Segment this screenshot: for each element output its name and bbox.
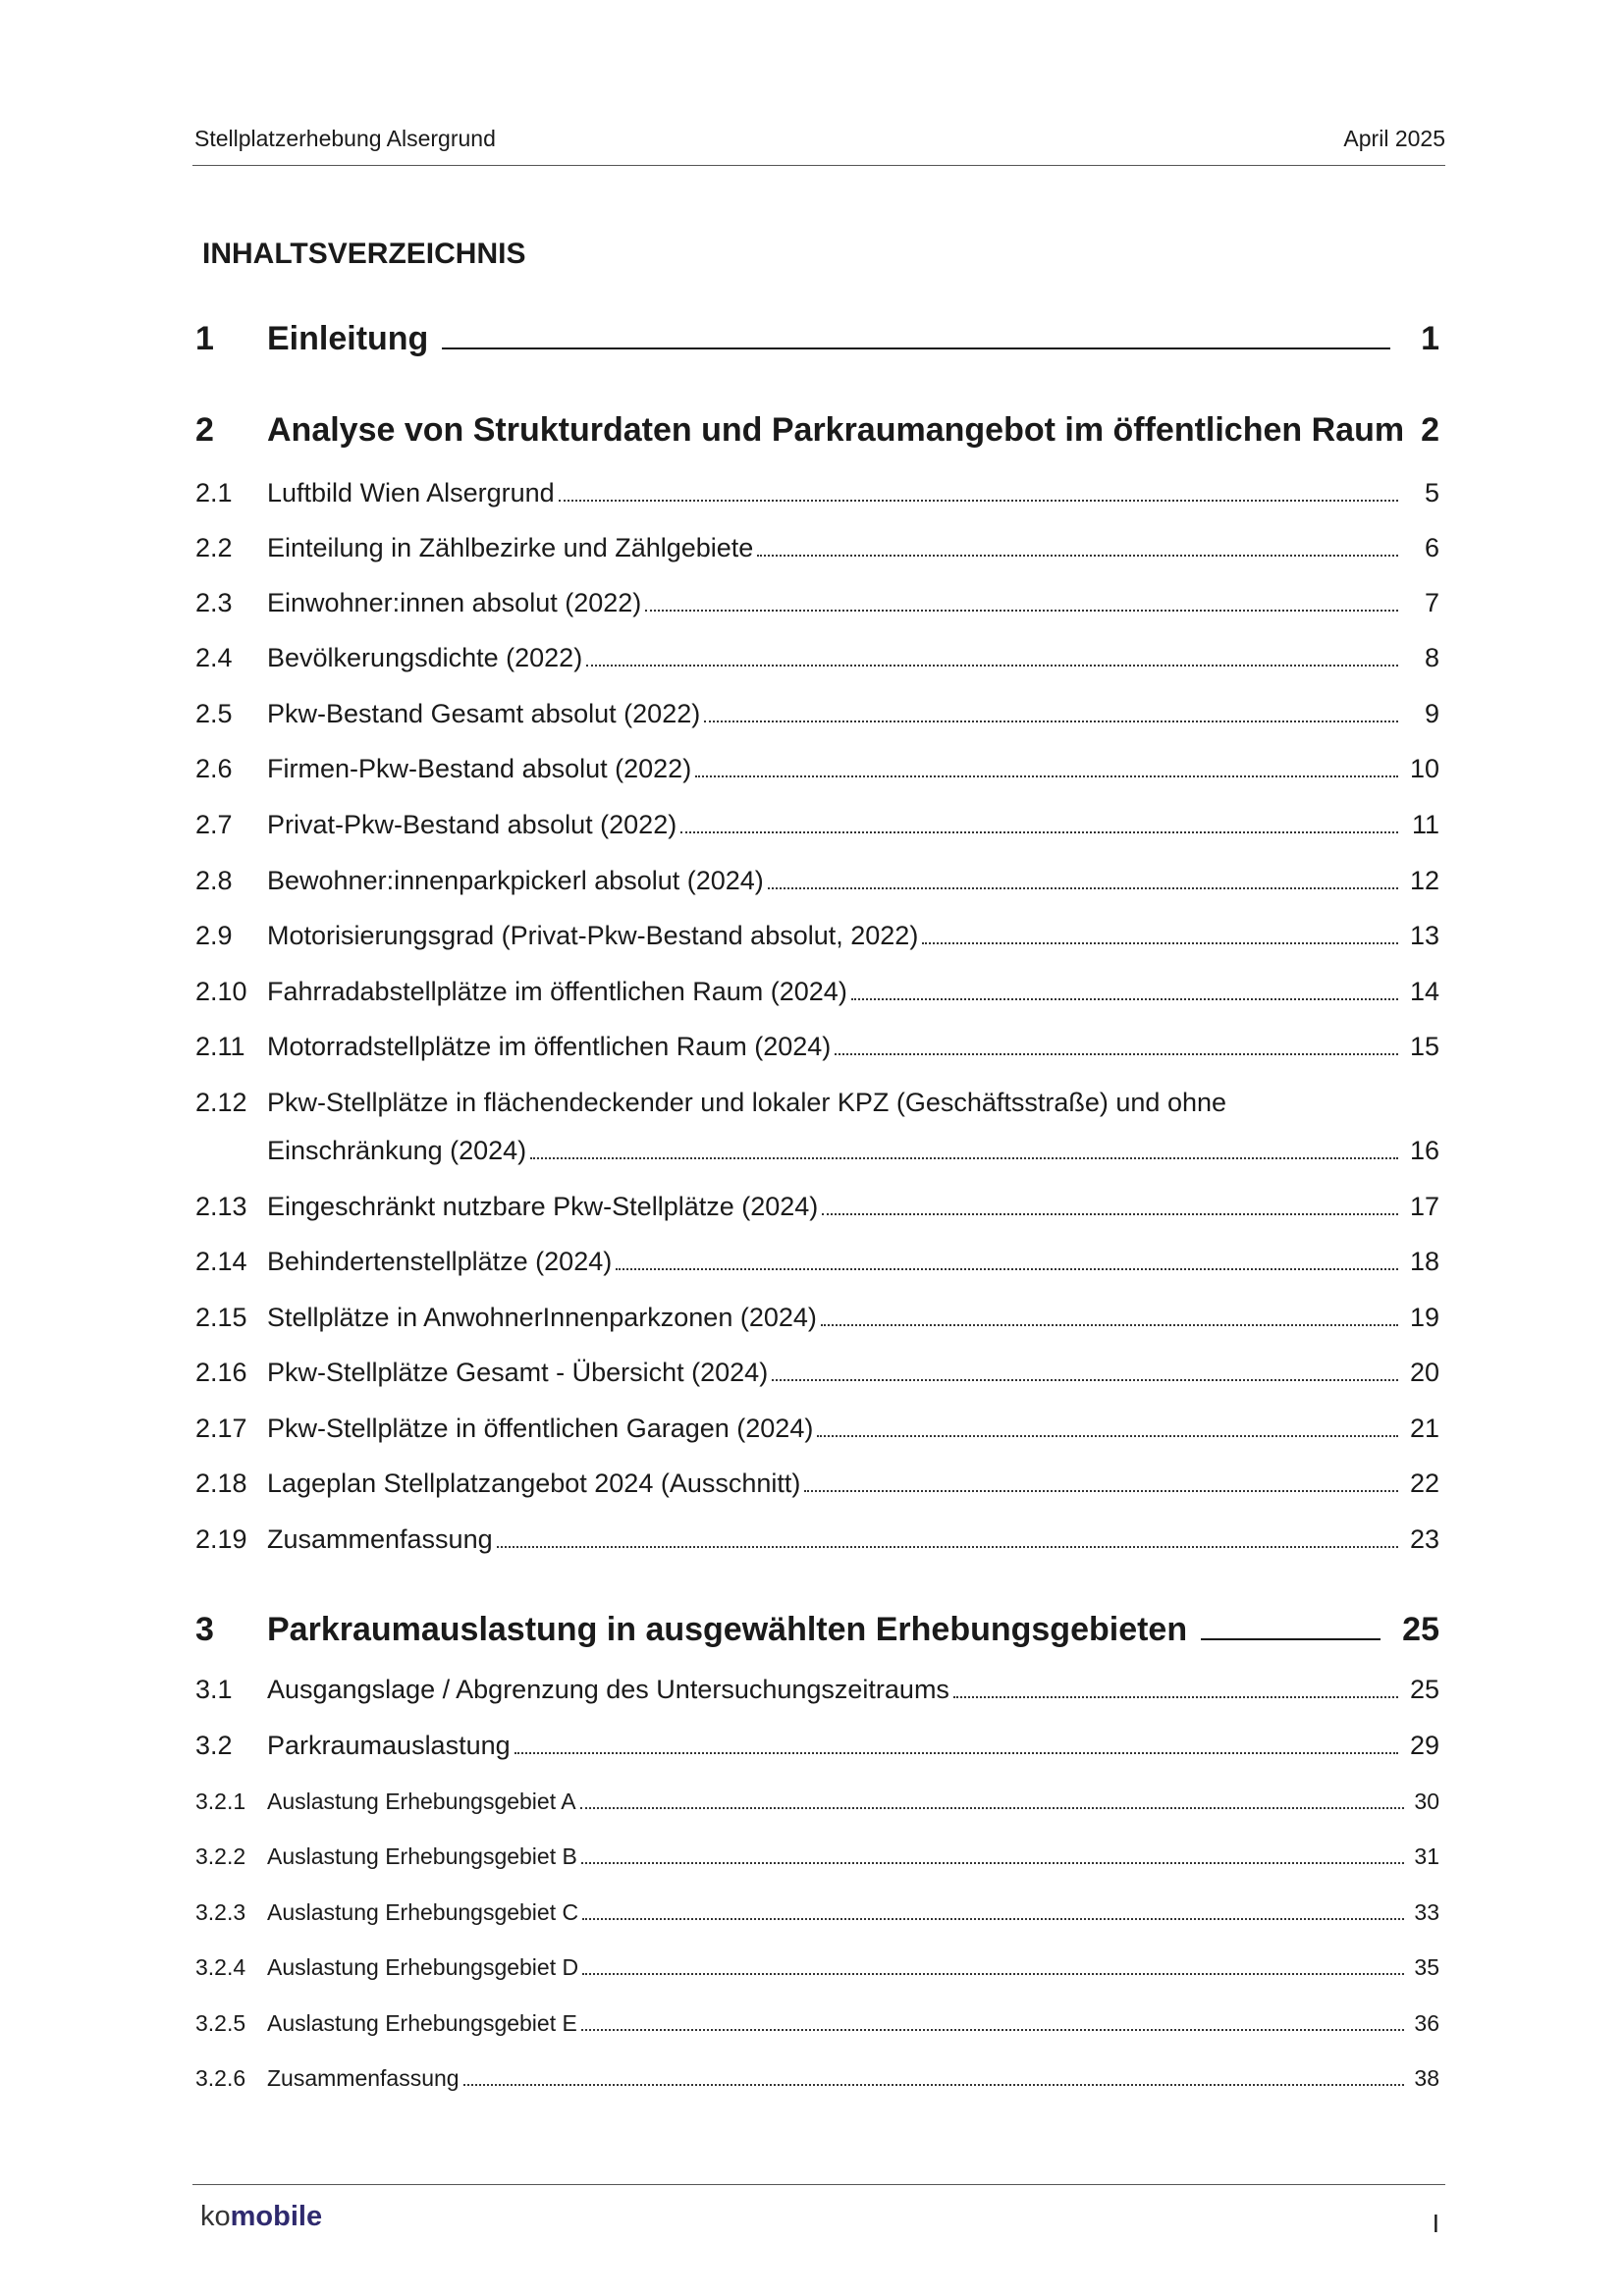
toc-leader <box>514 1752 1398 1754</box>
toc-leader <box>822 1213 1398 1215</box>
toc-number: 3.2.4 <box>195 1954 246 1980</box>
toc-title: Pkw-Stellplätze Gesamt - Übersicht (2024) <box>267 1358 769 1387</box>
toc-number: 2.4 <box>195 643 233 672</box>
toc-number: 2 <box>195 411 214 449</box>
toc-section-2-6[interactable] <box>195 754 1439 784</box>
toc-page: 8 <box>1424 643 1439 672</box>
toc-page: 12 <box>1409 866 1439 895</box>
toc-title: Stellplätze in AnwohnerInnenparkzonen (2024) <box>267 1303 817 1332</box>
toc-title: Parkraumauslastung in ausgewählten Erhebungsgebieten <box>267 1611 1188 1648</box>
toc-title: Lageplan Stellplatzangebot 2024 (Ausschnitt) <box>267 1468 801 1498</box>
toc-page: 22 <box>1409 1468 1439 1498</box>
toc-title: Einleitung <box>267 320 429 357</box>
toc-number: 2.9 <box>195 921 233 950</box>
toc-title: Pkw-Stellplätze in öffentlichen Garagen (2024) <box>267 1414 814 1443</box>
toc-title: Auslastung Erhebungsgebiet B <box>267 1843 577 1869</box>
toc-title: Auslastung Erhebungsgebiet D <box>267 1954 579 1980</box>
toc-page: 17 <box>1409 1192 1439 1221</box>
toc-page: 9 <box>1424 699 1439 728</box>
toc-leader <box>757 555 1398 557</box>
toc-leader <box>1201 1638 1380 1640</box>
toc-title: Behindertenstellplätze (2024) <box>267 1247 613 1276</box>
toc-chapter-2[interactable] <box>195 411 1439 450</box>
toc-leader <box>704 721 1398 722</box>
toc-title: Motorradstellplätze im öffentlichen Raum (2024) <box>267 1032 832 1061</box>
toc-number: 2.2 <box>195 533 233 562</box>
toc-number: 2.7 <box>195 810 233 839</box>
toc-number: 2.8 <box>195 866 233 895</box>
toc-title: Auslastung Erhebungsgebiet E <box>267 2010 577 2036</box>
toc-number: 2.5 <box>195 699 233 728</box>
toc-page: 18 <box>1409 1247 1439 1276</box>
toc-title: Auslastung Erhebungsgebiet A <box>267 1789 576 1814</box>
toc-leader <box>559 500 1398 502</box>
page-footer <box>192 2184 1445 2238</box>
toc-page: 38 <box>1414 2065 1439 2091</box>
toc-title: Motorisierungsgrad (Privat-Pkw-Bestand absolut, 2022) <box>267 921 919 950</box>
toc-number: 3 <box>195 1611 214 1648</box>
toc-page: 13 <box>1409 921 1439 950</box>
toc-leader <box>645 610 1398 612</box>
toc-number: 2.6 <box>195 754 233 783</box>
toc-leader <box>680 831 1398 833</box>
toc-title: Ausgangslage / Abgrenzung des Untersuchungszeitraums <box>267 1675 949 1704</box>
toc-number: 3.1 <box>195 1675 233 1704</box>
toc-subsection-3-2-2[interactable] <box>195 1843 1439 1870</box>
toc-title: Bevölkerungsdichte (2022) <box>267 643 583 672</box>
toc-subsection-3-2-3[interactable] <box>195 1899 1439 1926</box>
toc-leader <box>817 1435 1398 1437</box>
toc-number: 2.12 <box>195 1088 247 1117</box>
toc-number: 3.2 <box>195 1731 233 1760</box>
toc-section-2-2[interactable] <box>195 533 1439 563</box>
toc-title: Luftbild Wien Alsergrund <box>267 478 555 507</box>
toc-leader <box>804 1490 1398 1492</box>
toc-chapter-3[interactable] <box>195 1611 1439 1649</box>
toc-page: 15 <box>1409 1032 1439 1061</box>
toc-section-2-7[interactable] <box>195 810 1439 840</box>
toc-page: 10 <box>1409 754 1439 783</box>
toc-number: 2.11 <box>195 1032 245 1061</box>
toc-leader <box>581 1862 1404 1864</box>
toc-number: 3.2.1 <box>195 1789 246 1814</box>
toc-section-2-14[interactable] <box>195 1247 1439 1277</box>
page-number: I <box>1432 2209 1439 2238</box>
toc-section-2-19[interactable] <box>195 1524 1439 1555</box>
toc-title: Zusammenfassung <box>267 1524 493 1554</box>
toc-section-2-15[interactable] <box>195 1303 1439 1333</box>
toc-page: 11 <box>1411 810 1439 839</box>
toc-number: 1 <box>195 320 214 357</box>
toc-number: 2.16 <box>195 1358 247 1387</box>
toc-leader <box>695 775 1398 777</box>
toc-page: 21 <box>1409 1414 1439 1443</box>
toc-section-2-12[interactable] <box>195 1088 1439 1121</box>
toc-page: 2 <box>1421 411 1439 449</box>
toc-leader <box>821 1324 1398 1326</box>
toc-leader <box>442 347 1390 349</box>
toc-number: 3.2.5 <box>195 2010 246 2036</box>
toc-title-line-2: Einschränkung (2024) <box>267 1136 527 1165</box>
logo-suffix: mobile <box>230 2201 323 2232</box>
toc-number: 2.15 <box>195 1303 247 1332</box>
toc-number: 2.18 <box>195 1468 247 1498</box>
toc-leader <box>835 1053 1398 1055</box>
toc-page: 25 <box>1409 1675 1439 1704</box>
toc-page: 5 <box>1424 478 1439 507</box>
toc-leader <box>851 998 1398 1000</box>
toc-leader <box>922 942 1398 944</box>
toc-subsection-3-2-6[interactable] <box>195 2065 1439 2092</box>
toc-page: 33 <box>1414 1899 1439 1925</box>
toc-section-2-11[interactable] <box>195 1032 1439 1062</box>
toc-number: 3.2.3 <box>195 1899 246 1925</box>
toc-title-line-1: Pkw-Stellplätze in flächendeckender und lokaler KPZ (Geschäftsstraße) und ohne <box>267 1088 1227 1117</box>
toc-subsection-3-2-1[interactable] <box>195 1789 1439 1815</box>
logo-prefix: ko <box>200 2201 231 2232</box>
document-date: April 2025 <box>1343 126 1445 151</box>
toc-title: Einwohner:innen absolut (2022) <box>267 588 642 617</box>
toc-number: 2.1 <box>195 478 233 507</box>
toc-section-3-1[interactable] <box>195 1675 1439 1705</box>
toc-subsection-3-2-4[interactable] <box>195 1954 1439 1981</box>
toc-leader <box>953 1696 1398 1698</box>
toc-title: Analyse von Strukturdaten und Parkraumangebot im öffentlichen Raum <box>267 411 1405 449</box>
toc-section-2-10[interactable] <box>195 977 1439 1007</box>
toc-page: 23 <box>1409 1524 1439 1554</box>
toc-page: 16 <box>1409 1136 1439 1165</box>
toc-page: 35 <box>1414 1954 1439 1980</box>
toc-page: 29 <box>1409 1731 1439 1760</box>
toc-page: 31 <box>1414 1843 1439 1869</box>
toc-page: 7 <box>1424 588 1439 617</box>
toc-leader <box>463 2084 1404 2086</box>
toc-number: 2.13 <box>195 1192 247 1221</box>
toc-number: 2.3 <box>195 588 233 617</box>
toc-title: Bewohner:innenparkpickerl absolut (2024) <box>267 866 764 895</box>
toc-page: 36 <box>1414 2010 1439 2036</box>
toc-title: Fahrradabstellplätze im öffentlichen Raum (2024) <box>267 977 847 1006</box>
toc-page: 6 <box>1424 533 1439 562</box>
toc-leader <box>586 665 1398 667</box>
toc-number: 2.10 <box>195 977 247 1006</box>
toc-page: 19 <box>1409 1303 1439 1332</box>
toc-page: 14 <box>1409 977 1439 1006</box>
toc-leader <box>530 1157 1398 1159</box>
toc-leader <box>497 1546 1398 1548</box>
toc-number: 2.14 <box>195 1247 247 1276</box>
toc-page: 30 <box>1414 1789 1439 1814</box>
toc-section-2-13[interactable] <box>195 1192 1439 1222</box>
toc-number: 2.19 <box>195 1524 247 1554</box>
toc-section-2-4[interactable] <box>195 643 1439 673</box>
toc-number: 3.2.2 <box>195 1843 246 1869</box>
toc-title: Auslastung Erhebungsgebiet C <box>267 1899 579 1925</box>
toc-title: Parkraumauslastung <box>267 1731 511 1760</box>
toc-page: 25 <box>1402 1611 1439 1648</box>
toc-section-2-18[interactable] <box>195 1468 1439 1499</box>
toc-title: Einteilung in Zählbezirke und Zählgebiete <box>267 533 754 562</box>
toc-page: 20 <box>1409 1358 1439 1387</box>
toc-section-2-3[interactable] <box>195 588 1439 618</box>
toc-title: Privat-Pkw-Bestand absolut (2022) <box>267 810 677 839</box>
toc-leader <box>582 1973 1404 1975</box>
toc-leader <box>580 1807 1404 1809</box>
toc-section-2-12-continued[interactable] <box>267 1136 1439 1166</box>
toc-leader <box>581 2029 1404 2031</box>
komobile-logo <box>200 2201 322 2233</box>
toc-number: 2.17 <box>195 1414 247 1443</box>
toc-section-2-1[interactable] <box>195 478 1439 508</box>
toc-heading: INHALTSVERZEICHNIS <box>202 238 526 270</box>
toc-leader <box>772 1379 1398 1381</box>
toc-leader <box>768 887 1398 889</box>
toc-section-2-5[interactable] <box>195 699 1439 729</box>
toc-leader <box>616 1268 1398 1270</box>
toc-title: Firmen-Pkw-Bestand absolut (2022) <box>267 754 692 783</box>
toc-section-2-16[interactable] <box>195 1358 1439 1388</box>
toc-title: Pkw-Bestand Gesamt absolut (2022) <box>267 699 701 728</box>
toc-title: Zusammenfassung <box>267 2065 460 2091</box>
toc-section-2-9[interactable] <box>195 921 1439 951</box>
toc-chapter-1[interactable] <box>195 320 1439 358</box>
document-title: Stellplatzerhebung Alsergrund <box>194 126 496 151</box>
toc-section-3-2[interactable] <box>195 1731 1439 1761</box>
toc-section-2-17[interactable] <box>195 1414 1439 1444</box>
toc-page: 1 <box>1421 320 1439 357</box>
toc-subsection-3-2-5[interactable] <box>195 2010 1439 2037</box>
toc-section-2-8[interactable] <box>195 866 1439 896</box>
toc-number: 3.2.6 <box>195 2065 246 2091</box>
toc-leader <box>582 1918 1404 1920</box>
toc-title: Eingeschränkt nutzbare Pkw-Stellplätze (2024) <box>267 1192 819 1221</box>
page-header <box>192 126 1445 166</box>
